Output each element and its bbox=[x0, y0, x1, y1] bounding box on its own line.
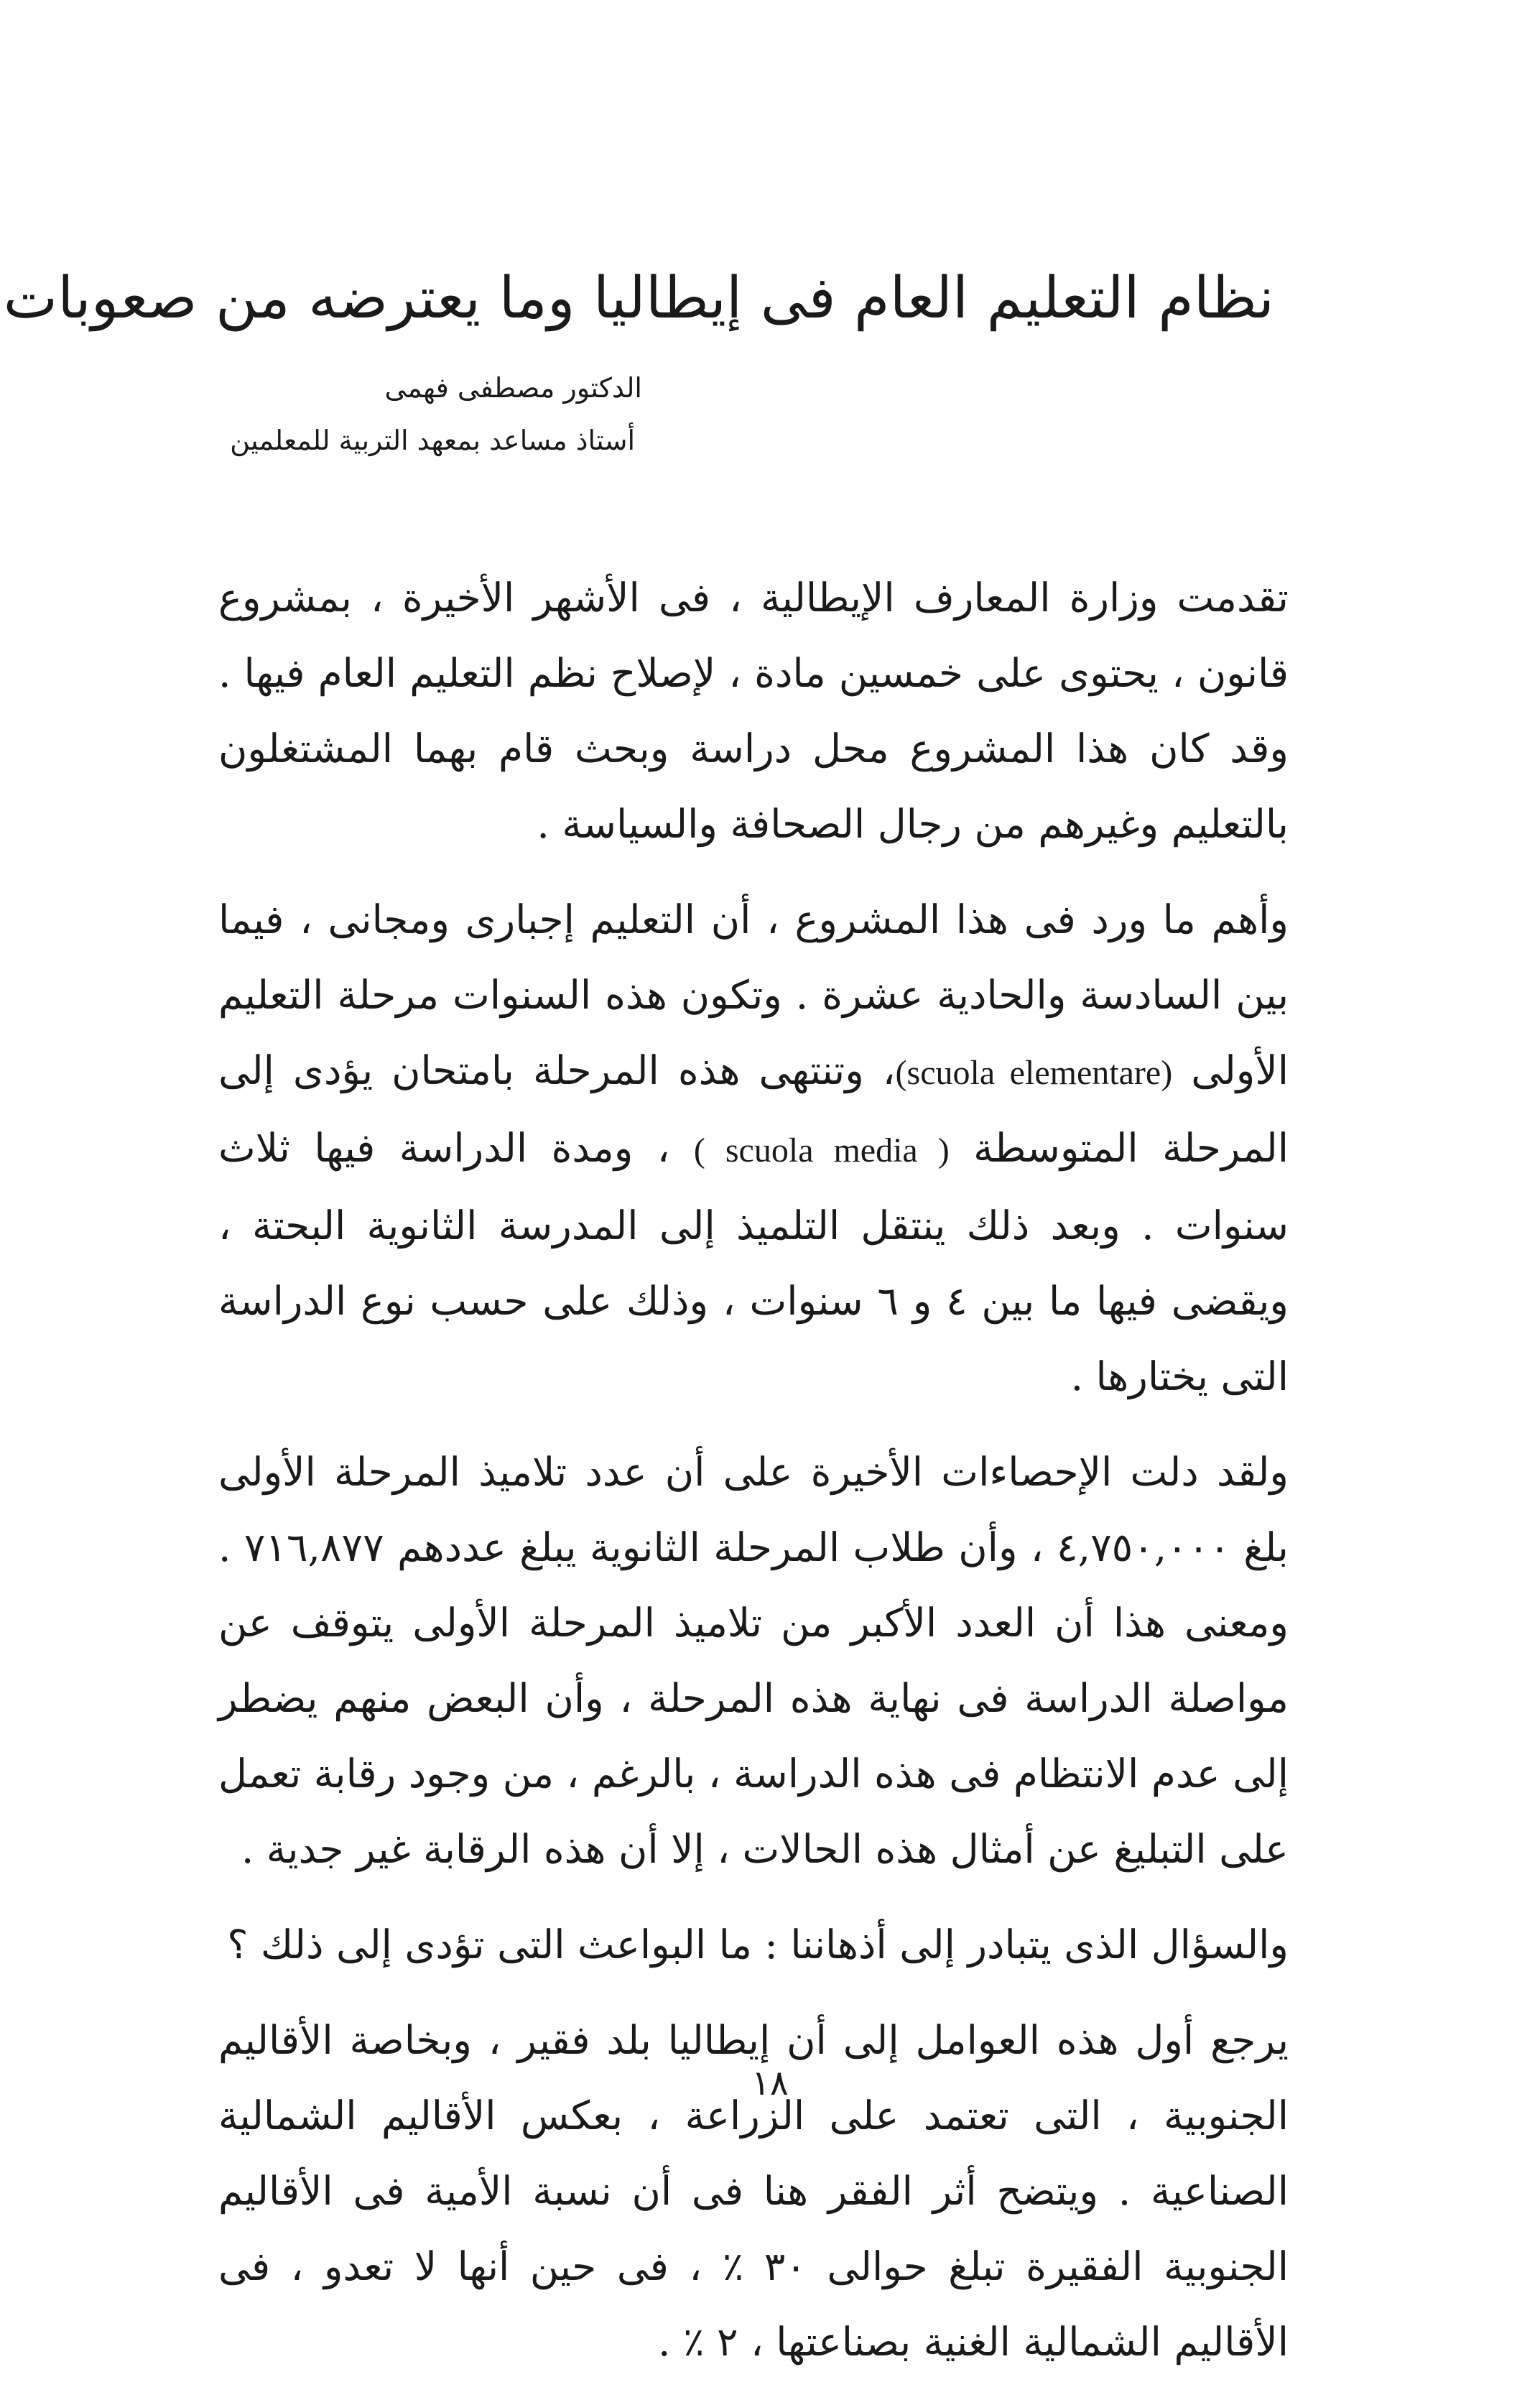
latin-term-scuola-media: ( scuola media ) bbox=[693, 1131, 950, 1169]
paragraph-2-part-3: ، ومدة الدراسة فيها ثلاث سنوات . وبعد ذلك ينتقل التلميذ إلى المدرسة الثانوية البحتة ، ويقضى فيها ما بين ٤ و ٦ سنوات ، وذلك على حسب نوع الدراسة التى يختارها . bbox=[218, 1125, 1289, 1399]
latin-term-scuola-elementare: (scuola elementare) bbox=[895, 1054, 1173, 1092]
paragraph-1: تقدمت وزارة المعارف الإيطالية ، فى الأشهر الأخيرة ، بمشروع قانون ، يحتوى على خمسين مادة ، لإصلاح نظم التعليم العام فيها . وقد كان هذا المشروع محل دراسة وبحث قام بهما المشتغلون بالتعليم وغيرهم من رجال الصحافة والسياسة . bbox=[218, 575, 1289, 847]
paragraph-4: والسؤال الذى يتبادر إلى أذهاننا : ما البواعث التى تؤدى إلى ذلك ؟ bbox=[227, 1922, 1289, 1968]
paragraph-3: ولقد دلت الإحصاءات الأخيرة على أن عدد تلاميذ المرحلة الأولى بلغ ٤,٧٥٠,٠٠٠ ، وأن طلاب المرحلة الثانوية يبلغ عددهم ٧١٦,٨٧٧ . ومعنى هذا أن العدد الأكبر من تلاميذ المرحلة الأولى يتوقف عن مواصلة الدراسة فى نهاية هذه المرحلة ، وأن البعض منهم يضطر إلى عدم الانتظام فى هذه الدراسة ، بالرغم ، من وجود رقابة تعمل على التبليغ عن أمثال هذه الحالات ، إلا أن هذه الرقابة غير جدية . bbox=[218, 1449, 1289, 1872]
article-body bbox=[218, 560, 1289, 2400]
article-title: نظام التعليم العام فى إيطاليا وما يعترضه من صعوبات bbox=[3, 264, 1274, 331]
paragraph-2 bbox=[218, 882, 1289, 1414]
author-name: الدكتور مصطفى فهمى bbox=[384, 372, 642, 404]
paragraph-2-part-1: وأهم ما ورد فى هذا المشروع ، أن التعليم إجبارى ومجانى ، فيما بين السادسة والحادية عشرة . وتكون هذه السنوات مرحلة التعليم الأولى bbox=[218, 896, 1289, 1093]
paragraph-2-part-2: ، وتنتهى هذه المرحلة بامتحان يؤدى إلى المرحلة المتوسطة bbox=[218, 1047, 1289, 1171]
page-number: ١٨ bbox=[751, 2063, 789, 2103]
paragraph-5: يرجع أول هذه العوامل إلى أن إيطاليا بلد فقير ، وبخاصة الأقاليم الجنوبية ، التى تعتمد على الزراعة ، بعكس الأقاليم الشمالية الصناعية . ويتضح أثر الفقر هنا فى أن نسبة الأمية فى الأقاليم الجنوبية الفقيرة تبلغ حوالى ٣٠ ٪ ، فى حين أنها لا تعدو ، فى الأقاليم الشمالية الغنية بصناعتها ، ٢ ٪ . bbox=[218, 2017, 1289, 2365]
author-affiliation: أستاذ مساعد بمعهد التربية للمعلمين bbox=[230, 425, 635, 456]
